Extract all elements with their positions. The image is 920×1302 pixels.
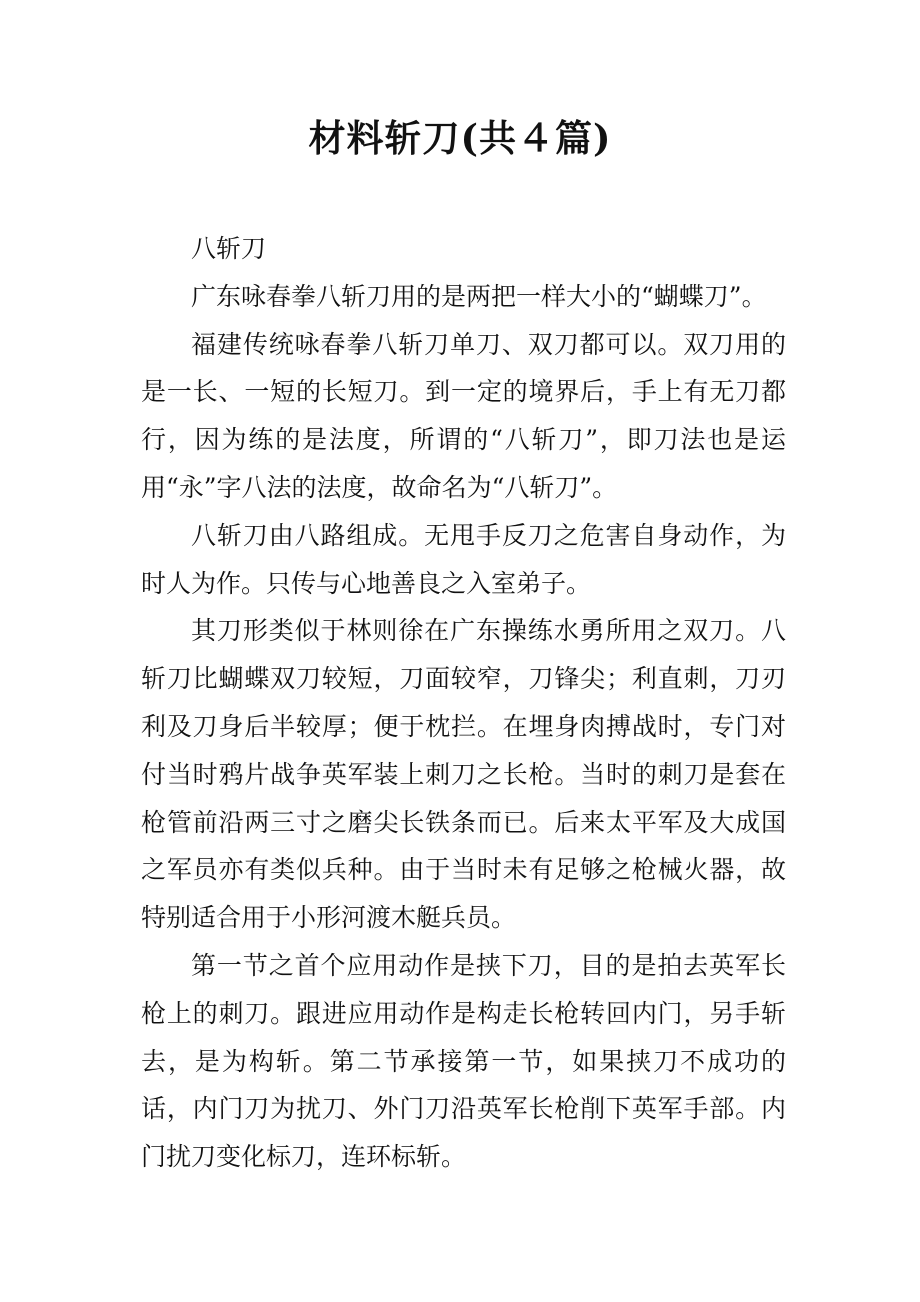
paragraph: 福建传统咏春拳八斩刀单刀、双刀都可以。双刀用的是一长、一短的长短刀。到一定的境界后，手上有无刀都行，因为练的是法度，所谓的“八斩刀”，即刀法也是运用“永”字八法的法度，故命名为“八斩刀”。 [141, 329, 786, 502]
paragraph: 其刀形类似于林则徐在广东操练水勇所用之双刀。八斩刀比蝴蝶双刀较短，刀面较窄，刀锋尖；利直刺，刀刃利及刀身后半较厚；便于枕拦。在埋身肉搏战时，专门对付当时鸦片战争英军装上刺刀之长枪。当时的刺刀是套在枪管前沿两三寸之磨尖长铁条而已。后来太平军及大成国之军员亦有类似兵种。由于当时未有足够之枪械火器，故特别适合用于小形河渡木艇兵员。 [141, 616, 786, 933]
paragraph-heading: 八斩刀 [191, 234, 267, 263]
document-title: 材料斩刀(共４篇) [308, 116, 612, 160]
paragraph: 八斩刀由八路组成。无甩手反刀之危害自身动作，为时人为作。只传与心地善良之入室弟子。 [141, 520, 786, 598]
document-body [141, 225, 786, 1181]
paragraph: 第一节之首个应用动作是挟下刀，目的是拍去英军长枪上的刺刀。跟进应用动作是构走长枪转回内门，另手斩去，是为构斩。第二节承接第一节，如果挟刀不成功的话，内门刀为扰刀、外门刀沿英军长枪削下英军手部。内门扰刀变化标刀，连环标斩。 [141, 950, 786, 1172]
paragraph: 广东咏春拳八斩刀用的是两把一样大小的“蝴蝶刀”。 [191, 281, 767, 311]
